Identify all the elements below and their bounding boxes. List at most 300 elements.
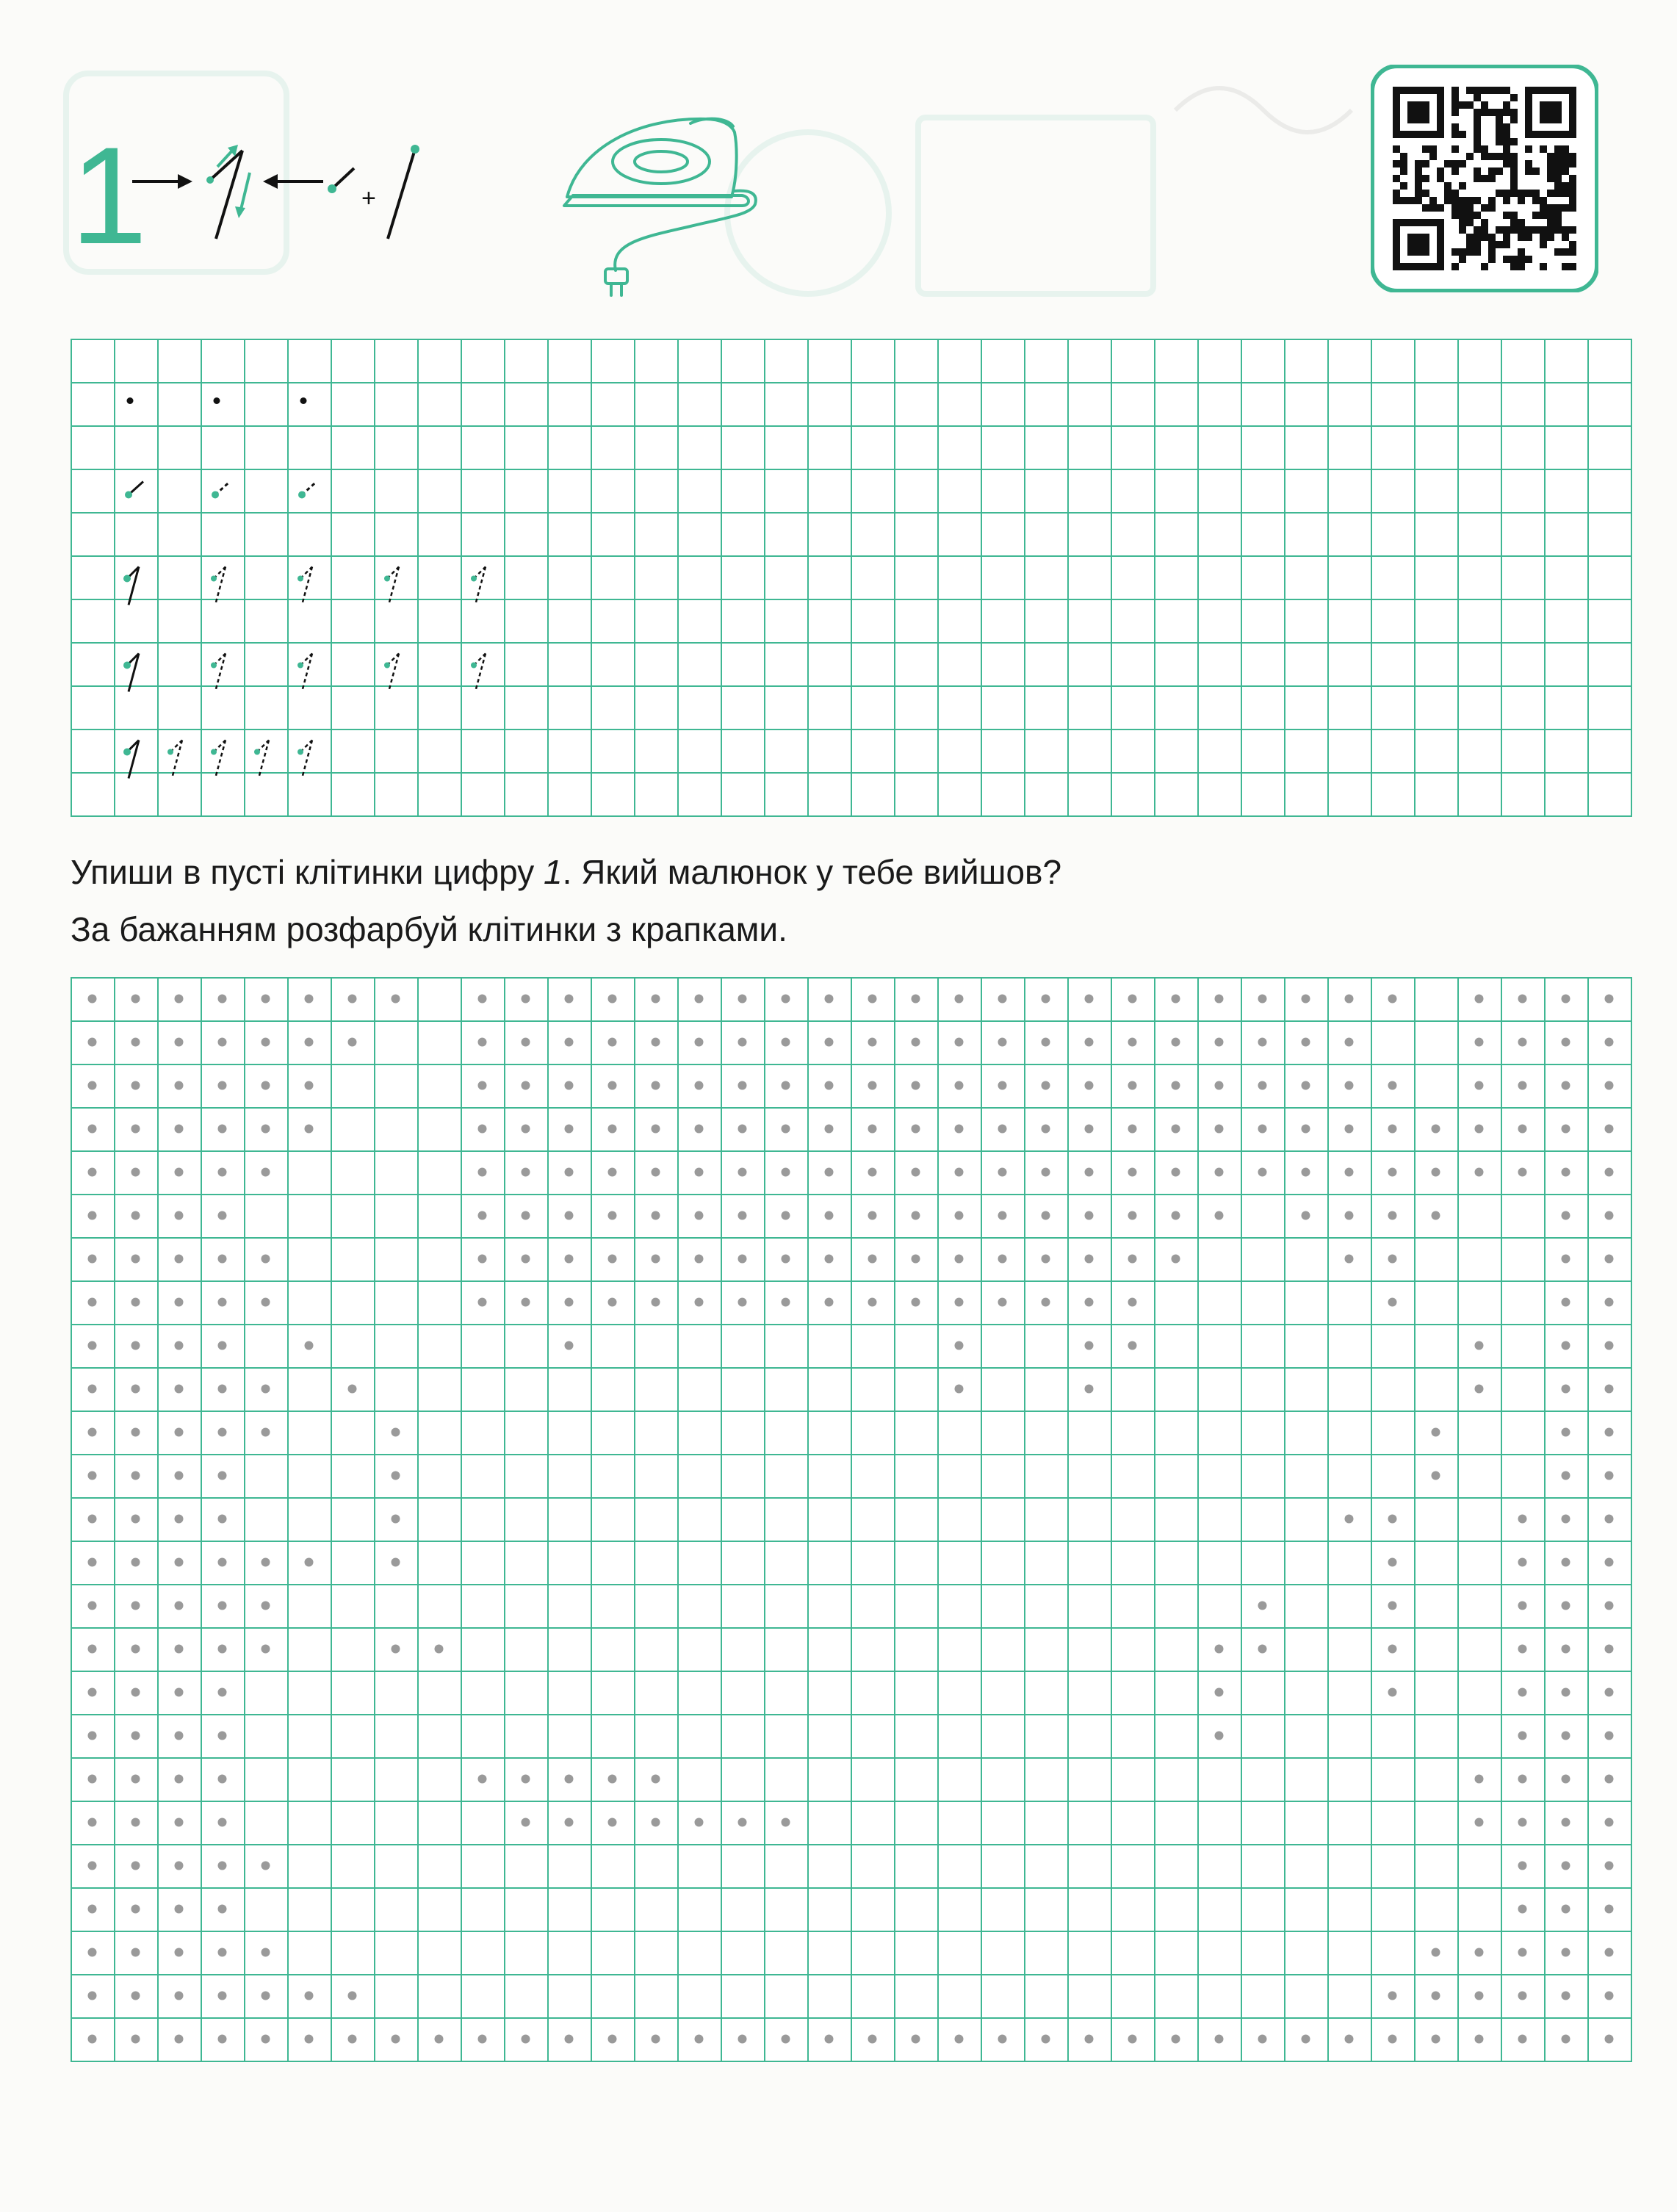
grid-dot[interactable] xyxy=(1258,1168,1267,1177)
digit-one-trace[interactable] xyxy=(297,567,312,605)
grid-dot[interactable] xyxy=(88,1558,97,1567)
grid-dot[interactable] xyxy=(262,1992,270,2000)
grid-dot[interactable] xyxy=(1042,1168,1050,1177)
grid-dot[interactable] xyxy=(1258,1602,1267,1610)
grid-dot[interactable] xyxy=(305,1081,314,1090)
grid-dot[interactable] xyxy=(175,1688,184,1697)
grid-dot[interactable] xyxy=(1475,1168,1484,1177)
grid-dot[interactable] xyxy=(652,995,660,1004)
grid-dot[interactable] xyxy=(88,1515,97,1524)
grid-dot[interactable] xyxy=(175,1038,184,1047)
grid-dot[interactable] xyxy=(1172,1211,1180,1220)
grid-dot[interactable] xyxy=(1475,1341,1484,1350)
grid-dot[interactable] xyxy=(608,1775,617,1784)
grid-dot[interactable] xyxy=(998,1211,1007,1220)
grid-dot[interactable] xyxy=(1215,1211,1224,1220)
grid-dot[interactable] xyxy=(1518,1038,1527,1047)
grid-dot[interactable] xyxy=(175,1862,184,1870)
grid-dot[interactable] xyxy=(695,2035,704,2044)
grid-dot[interactable] xyxy=(1085,2035,1094,2044)
grid-dot[interactable] xyxy=(175,1255,184,1264)
digit-one-trace[interactable] xyxy=(297,741,312,779)
grid-dot[interactable] xyxy=(1605,1732,1614,1740)
grid-dot[interactable] xyxy=(1562,1862,1570,1870)
grid-dot[interactable] xyxy=(1128,995,1137,1004)
grid-dot[interactable] xyxy=(131,1428,140,1437)
grid-dot[interactable] xyxy=(1388,1168,1397,1177)
grid-dot[interactable] xyxy=(1215,1688,1224,1697)
grid-dot[interactable] xyxy=(1215,2035,1224,2044)
grid-dot[interactable] xyxy=(782,1255,790,1264)
grid-dot[interactable] xyxy=(175,1905,184,1914)
grid-dot[interactable] xyxy=(738,995,747,1004)
grid-dot[interactable] xyxy=(218,1515,227,1524)
grid-dot[interactable] xyxy=(88,1818,97,1827)
grid-dot[interactable] xyxy=(1605,1471,1614,1480)
grid-dot[interactable] xyxy=(1605,1775,1614,1784)
grid-dot[interactable] xyxy=(131,1211,140,1220)
grid-dot[interactable] xyxy=(1085,1298,1094,1307)
grid-dot[interactable] xyxy=(1475,995,1484,1004)
grid-dot[interactable] xyxy=(955,1255,964,1264)
grid-dot[interactable] xyxy=(1605,1515,1614,1524)
grid-dot[interactable] xyxy=(1345,995,1354,1004)
grid-dot[interactable] xyxy=(478,1255,487,1264)
grid-dot[interactable] xyxy=(175,1602,184,1610)
grid-dot[interactable] xyxy=(175,995,184,1004)
grid-dot[interactable] xyxy=(1518,2035,1527,2044)
grid-dot[interactable] xyxy=(1302,1168,1310,1177)
grid-dot[interactable] xyxy=(1605,1168,1614,1177)
grid-dot[interactable] xyxy=(522,1038,530,1047)
grid-dot[interactable] xyxy=(1605,1862,1614,1870)
grid-dot[interactable] xyxy=(522,2035,530,2044)
grid-dot[interactable] xyxy=(1562,1775,1570,1784)
grid-dot[interactable] xyxy=(998,1125,1007,1134)
grid-dot[interactable] xyxy=(131,1298,140,1307)
grid-dot[interactable] xyxy=(912,1255,920,1264)
grid-dot[interactable] xyxy=(1518,995,1527,1004)
grid-dot[interactable] xyxy=(1475,2035,1484,2044)
grid-dot[interactable] xyxy=(998,1081,1007,1090)
grid-dot[interactable] xyxy=(1518,1948,1527,1957)
grid-dot[interactable] xyxy=(262,1168,270,1177)
grid-dot[interactable] xyxy=(565,1775,574,1784)
grid-dot[interactable] xyxy=(175,1645,184,1654)
grid-dot[interactable] xyxy=(1518,1515,1527,1524)
grid-dot[interactable] xyxy=(1388,1992,1397,2000)
grid-dot[interactable] xyxy=(262,2035,270,2044)
grid-dot[interactable] xyxy=(782,1081,790,1090)
grid-dot[interactable] xyxy=(1518,1688,1527,1697)
grid-dot[interactable] xyxy=(522,1298,530,1307)
grid-dot[interactable] xyxy=(912,1211,920,1220)
grid-dot[interactable] xyxy=(88,1992,97,2000)
grid-dot[interactable] xyxy=(1388,1298,1397,1307)
grid-dot[interactable] xyxy=(478,1125,487,1134)
grid-dot[interactable] xyxy=(175,1211,184,1220)
grid-dot[interactable] xyxy=(825,1125,834,1134)
grid-dot[interactable] xyxy=(868,2035,877,2044)
grid-dot[interactable] xyxy=(1432,1428,1440,1437)
grid-dot[interactable] xyxy=(262,1385,270,1394)
grid-dot[interactable] xyxy=(131,1385,140,1394)
grid-dot[interactable] xyxy=(478,1211,487,1220)
grid-dot[interactable] xyxy=(131,1905,140,1914)
grid-dot[interactable] xyxy=(998,1168,1007,1177)
grid-dot[interactable] xyxy=(522,1775,530,1784)
grid-dot[interactable] xyxy=(1258,1038,1267,1047)
grid-dot[interactable] xyxy=(955,995,964,1004)
grid-dot[interactable] xyxy=(1388,1211,1397,1220)
grid-dot[interactable] xyxy=(131,1038,140,1047)
grid-dot[interactable] xyxy=(1562,1341,1570,1350)
grid-dot[interactable] xyxy=(608,1298,617,1307)
grid-dot[interactable] xyxy=(652,1775,660,1784)
grid-dot[interactable] xyxy=(1562,1255,1570,1264)
grid-dot[interactable] xyxy=(565,1125,574,1134)
digit-one-trace[interactable] xyxy=(384,654,399,692)
grid-dot[interactable] xyxy=(1258,2035,1267,2044)
grid-dot[interactable] xyxy=(478,1038,487,1047)
grid-dot[interactable] xyxy=(305,2035,314,2044)
grid-dot[interactable] xyxy=(1128,1081,1137,1090)
grid-dot[interactable] xyxy=(175,1992,184,2000)
tick-trace[interactable] xyxy=(298,482,317,499)
grid-dot[interactable] xyxy=(868,1168,877,1177)
grid-dot[interactable] xyxy=(1605,1038,1614,1047)
grid-dot[interactable] xyxy=(218,1992,227,2000)
grid-dot[interactable] xyxy=(1128,1125,1137,1134)
grid-dot[interactable] xyxy=(955,1038,964,1047)
grid-dot[interactable] xyxy=(1562,1992,1570,2000)
grid-dot[interactable] xyxy=(652,1081,660,1090)
grid-dot[interactable] xyxy=(1128,2035,1137,2044)
grid-dot[interactable] xyxy=(782,1125,790,1134)
grid-dot[interactable] xyxy=(608,995,617,1004)
grid-dot[interactable] xyxy=(1042,1255,1050,1264)
grid-dot[interactable] xyxy=(1172,1081,1180,1090)
grid-dot[interactable] xyxy=(305,995,314,1004)
grid-dot[interactable] xyxy=(305,1125,314,1134)
grid-dot[interactable] xyxy=(305,1341,314,1350)
grid-dot[interactable] xyxy=(1042,995,1050,1004)
grid-dot[interactable] xyxy=(825,1211,834,1220)
grid-dot[interactable] xyxy=(782,995,790,1004)
grid-dot[interactable] xyxy=(955,2035,964,2044)
grid-dot[interactable] xyxy=(608,2035,617,2044)
grid-dot[interactable] xyxy=(1605,2035,1614,2044)
picture-grid[interactable] xyxy=(71,977,1632,2062)
grid-dot[interactable] xyxy=(392,2035,400,2044)
grid-dot[interactable] xyxy=(131,1602,140,1610)
grid-dot[interactable] xyxy=(565,995,574,1004)
grid-dot[interactable] xyxy=(1042,2035,1050,2044)
grid-dot[interactable] xyxy=(522,1818,530,1827)
grid-dot[interactable] xyxy=(348,2035,357,2044)
grid-dot[interactable] xyxy=(868,1038,877,1047)
grid-dot[interactable] xyxy=(998,995,1007,1004)
grid-dot[interactable] xyxy=(1302,995,1310,1004)
grid-dot[interactable] xyxy=(262,1862,270,1870)
grid-dot[interactable] xyxy=(1215,1081,1224,1090)
grid-dot[interactable] xyxy=(1562,1558,1570,1567)
grid-dot[interactable] xyxy=(1215,1732,1224,1740)
grid-dot[interactable] xyxy=(175,1081,184,1090)
grid-dot[interactable] xyxy=(1562,1645,1570,1654)
grid-dot[interactable] xyxy=(88,995,97,1004)
grid-dot[interactable] xyxy=(478,2035,487,2044)
grid-dot[interactable] xyxy=(1562,1515,1570,1524)
grid-dot[interactable] xyxy=(782,1818,790,1827)
grid-dot[interactable] xyxy=(1085,1081,1094,1090)
grid-dot[interactable] xyxy=(652,1255,660,1264)
grid-dot[interactable] xyxy=(218,1255,227,1264)
grid-dot[interactable] xyxy=(1605,1255,1614,1264)
grid-dot[interactable] xyxy=(218,1428,227,1437)
grid-dot[interactable] xyxy=(88,1081,97,1090)
grid-dot[interactable] xyxy=(912,2035,920,2044)
grid-dot[interactable] xyxy=(131,1341,140,1350)
grid-dot[interactable] xyxy=(175,1732,184,1740)
grid-dot[interactable] xyxy=(522,995,530,1004)
grid-dot[interactable] xyxy=(912,1298,920,1307)
grid-dot[interactable] xyxy=(825,1081,834,1090)
grid-dot[interactable] xyxy=(1345,1211,1354,1220)
grid-dot[interactable] xyxy=(998,1255,1007,1264)
grid-dot[interactable] xyxy=(522,1081,530,1090)
grid-dot[interactable] xyxy=(1128,1255,1137,1264)
grid-dot[interactable] xyxy=(88,1038,97,1047)
grid-dot[interactable] xyxy=(88,1255,97,1264)
grid-dot[interactable] xyxy=(1085,995,1094,1004)
grid-dot[interactable] xyxy=(738,1298,747,1307)
grid-dot[interactable] xyxy=(175,1515,184,1524)
grid-dot[interactable] xyxy=(262,1038,270,1047)
grid-dot[interactable] xyxy=(1172,995,1180,1004)
grid-dot[interactable] xyxy=(1042,1125,1050,1134)
grid-dot[interactable] xyxy=(305,1558,314,1567)
grid-dot[interactable] xyxy=(565,1168,574,1177)
grid-dot[interactable] xyxy=(262,1602,270,1610)
grid-dot[interactable] xyxy=(1215,1125,1224,1134)
grid-dot[interactable] xyxy=(218,1298,227,1307)
grid-dot[interactable] xyxy=(652,1038,660,1047)
grid-dot[interactable] xyxy=(1605,1428,1614,1437)
grid-dot[interactable] xyxy=(1085,1038,1094,1047)
grid-dot[interactable] xyxy=(1388,1688,1397,1697)
grid-dot[interactable] xyxy=(608,1818,617,1827)
grid-dot[interactable] xyxy=(868,1298,877,1307)
grid-dot[interactable] xyxy=(782,1038,790,1047)
grid-dot[interactable] xyxy=(1518,1602,1527,1610)
grid-dot[interactable] xyxy=(1042,1081,1050,1090)
grid-dot[interactable] xyxy=(175,1385,184,1394)
digit-one-trace[interactable] xyxy=(167,741,182,779)
grid-dot[interactable] xyxy=(262,1081,270,1090)
grid-dot[interactable] xyxy=(1605,1385,1614,1394)
grid-dot[interactable] xyxy=(1605,1602,1614,1610)
grid-dot[interactable] xyxy=(478,1775,487,1784)
grid-dot[interactable] xyxy=(88,1862,97,1870)
grid-dot[interactable] xyxy=(218,1081,227,1090)
grid-dot[interactable] xyxy=(738,1255,747,1264)
grid-dot[interactable] xyxy=(262,1428,270,1437)
grid-dot[interactable] xyxy=(262,1558,270,1567)
grid-dot[interactable] xyxy=(1562,1732,1570,1740)
grid-dot[interactable] xyxy=(131,1948,140,1957)
grid-dot[interactable] xyxy=(218,2035,227,2044)
grid-dot[interactable] xyxy=(868,1211,877,1220)
grid-dot[interactable] xyxy=(88,1775,97,1784)
grid-dot[interactable] xyxy=(782,1211,790,1220)
grid-dot[interactable] xyxy=(738,1211,747,1220)
grid-dot[interactable] xyxy=(218,1125,227,1134)
grid-dot[interactable] xyxy=(1605,1688,1614,1697)
grid-dot[interactable] xyxy=(695,1255,704,1264)
grid-dot[interactable] xyxy=(1345,1081,1354,1090)
grid-dot[interactable] xyxy=(88,1905,97,1914)
grid-dot[interactable] xyxy=(1085,1385,1094,1394)
grid-dot[interactable] xyxy=(652,2035,660,2044)
grid-dot[interactable] xyxy=(1128,1038,1137,1047)
grid-dot[interactable] xyxy=(1562,1688,1570,1697)
grid-dot[interactable] xyxy=(1562,2035,1570,2044)
grid-dot[interactable] xyxy=(1042,1298,1050,1307)
grid-dot[interactable] xyxy=(565,1341,574,1350)
grid-dot[interactable] xyxy=(392,1428,400,1437)
grid-dot[interactable] xyxy=(1085,1211,1094,1220)
grid-dot[interactable] xyxy=(478,1298,487,1307)
grid-dot[interactable] xyxy=(175,1168,184,1177)
grid-dot[interactable] xyxy=(782,2035,790,2044)
grid-dot[interactable] xyxy=(131,1558,140,1567)
grid-dot[interactable] xyxy=(1345,1255,1354,1264)
grid-dot[interactable] xyxy=(1518,1125,1527,1134)
grid-dot[interactable] xyxy=(608,1211,617,1220)
grid-dot[interactable] xyxy=(1302,1038,1310,1047)
grid-dot[interactable] xyxy=(1475,1125,1484,1134)
grid-dot[interactable] xyxy=(262,1948,270,1957)
grid-dot[interactable] xyxy=(1605,1341,1614,1350)
grid-dot[interactable] xyxy=(1562,1081,1570,1090)
grid-dot[interactable] xyxy=(218,1602,227,1610)
grid-dot[interactable] xyxy=(1518,1168,1527,1177)
grid-dot[interactable] xyxy=(652,1168,660,1177)
grid-dot[interactable] xyxy=(912,995,920,1004)
grid-dot[interactable] xyxy=(175,1298,184,1307)
grid-dot[interactable] xyxy=(1518,1862,1527,1870)
grid-dot[interactable] xyxy=(218,1948,227,1957)
grid-dot[interactable] xyxy=(88,1948,97,1957)
grid-dot[interactable] xyxy=(1388,1602,1397,1610)
grid-dot[interactable] xyxy=(1215,995,1224,1004)
grid-dot[interactable] xyxy=(88,1688,97,1697)
grid-dot[interactable] xyxy=(88,2035,97,2044)
grid-dot[interactable] xyxy=(782,1168,790,1177)
grid-dot[interactable] xyxy=(218,1862,227,1870)
grid-dot[interactable] xyxy=(262,995,270,1004)
grid-dot[interactable] xyxy=(912,1081,920,1090)
grid-dot[interactable] xyxy=(1388,1515,1397,1524)
grid-dot[interactable] xyxy=(1562,1168,1570,1177)
grid-dot[interactable] xyxy=(912,1038,920,1047)
grid-dot[interactable] xyxy=(565,1298,574,1307)
grid-dot[interactable] xyxy=(88,1732,97,1740)
grid-dot[interactable] xyxy=(348,1385,357,1394)
grid-dot[interactable] xyxy=(1432,2035,1440,2044)
grid-dot[interactable] xyxy=(1562,1602,1570,1610)
grid-dot[interactable] xyxy=(1302,1125,1310,1134)
grid-dot[interactable] xyxy=(131,1732,140,1740)
grid-dot[interactable] xyxy=(348,1992,357,2000)
grid-dot[interactable] xyxy=(695,1081,704,1090)
grid-dot[interactable] xyxy=(1475,1948,1484,1957)
grid-dot[interactable] xyxy=(175,1125,184,1134)
grid-dot[interactable] xyxy=(1085,1255,1094,1264)
grid-dot[interactable] xyxy=(218,1645,227,1654)
grid-dot[interactable] xyxy=(1085,1168,1094,1177)
grid-dot[interactable] xyxy=(868,1255,877,1264)
grid-dot[interactable] xyxy=(1605,1992,1614,2000)
grid-dot[interactable] xyxy=(1345,1125,1354,1134)
grid-dot[interactable] xyxy=(478,1081,487,1090)
grid-dot[interactable] xyxy=(175,1558,184,1567)
grid-dot[interactable] xyxy=(218,1471,227,1480)
grid-dot[interactable] xyxy=(695,1211,704,1220)
grid-dot[interactable] xyxy=(1215,1645,1224,1654)
grid-dot[interactable] xyxy=(1562,1125,1570,1134)
grid-dot[interactable] xyxy=(565,1255,574,1264)
grid-dot[interactable] xyxy=(88,1211,97,1220)
grid-dot[interactable] xyxy=(1172,1255,1180,1264)
grid-dot[interactable] xyxy=(608,1081,617,1090)
grid-dot[interactable] xyxy=(652,1125,660,1134)
grid-dot[interactable] xyxy=(1258,995,1267,1004)
grid-dot[interactable] xyxy=(955,1298,964,1307)
grid-dot[interactable] xyxy=(1605,1125,1614,1134)
grid-dot[interactable] xyxy=(1172,2035,1180,2044)
grid-dot[interactable] xyxy=(1345,2035,1354,2044)
grid-dot[interactable] xyxy=(608,1255,617,1264)
grid-dot[interactable] xyxy=(262,1645,270,1654)
grid-dot[interactable] xyxy=(652,1818,660,1827)
grid-dot[interactable] xyxy=(1518,1645,1527,1654)
grid-dot[interactable] xyxy=(1562,1385,1570,1394)
grid-dot[interactable] xyxy=(131,2035,140,2044)
grid-dot[interactable] xyxy=(305,1992,314,2000)
grid-dot[interactable] xyxy=(262,1298,270,1307)
grid-dot[interactable] xyxy=(218,1341,227,1350)
grid-dot[interactable] xyxy=(955,1125,964,1134)
grid-dot[interactable] xyxy=(1215,1038,1224,1047)
grid-dot[interactable] xyxy=(1432,1125,1440,1134)
grid-dot[interactable] xyxy=(1172,1125,1180,1134)
grid-dot[interactable] xyxy=(1302,1211,1310,1220)
grid-dot[interactable] xyxy=(998,2035,1007,2044)
grid-dot[interactable] xyxy=(435,1645,444,1654)
grid-dot[interactable] xyxy=(738,1081,747,1090)
grid-dot[interactable] xyxy=(738,1168,747,1177)
grid-dot[interactable] xyxy=(131,1645,140,1654)
grid-dot[interactable] xyxy=(565,2035,574,2044)
grid-dot[interactable] xyxy=(522,1168,530,1177)
grid-dot[interactable] xyxy=(1605,995,1614,1004)
grid-dot[interactable] xyxy=(305,1038,314,1047)
grid-dot[interactable] xyxy=(392,1558,400,1567)
grid-dot[interactable] xyxy=(1562,995,1570,1004)
grid-dot[interactable] xyxy=(652,1298,660,1307)
